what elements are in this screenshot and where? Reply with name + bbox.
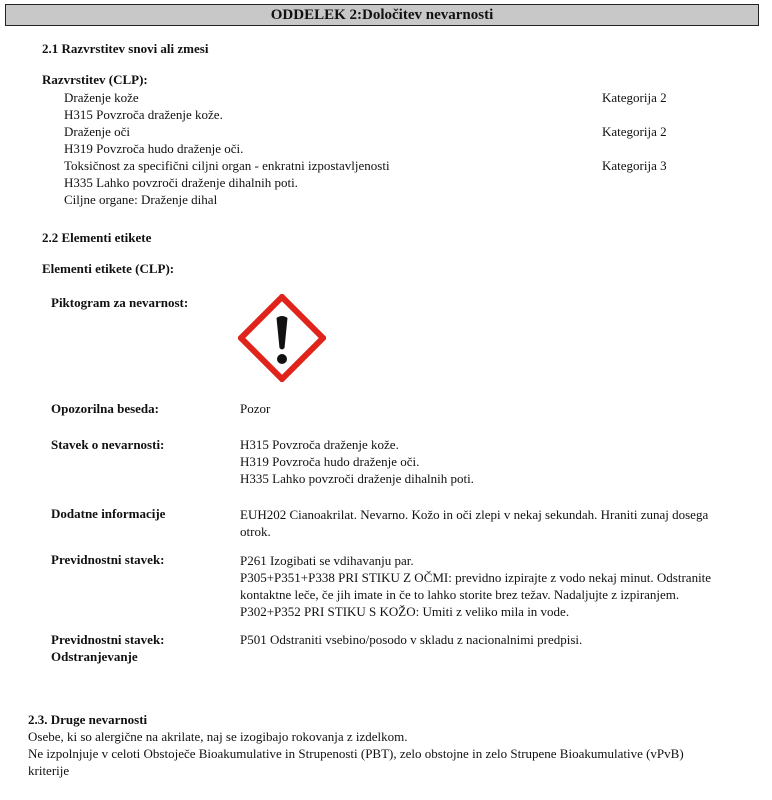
section-2-1-heading: 2.1 Razvrstitev snovi ali zmesi: [42, 41, 209, 56]
exclamation-hazard-icon: [238, 294, 326, 382]
other-hazards-line: Ne izpolnjuje v celoti Obstoječe Bioakumulative in Strupenosti (PBT), zelo obstojne in zelo Strupene Bioakumulative (vPvB): [28, 746, 684, 761]
section-2-3-heading: 2.3. Druge nevarnosti: [28, 712, 148, 727]
additional-info-line: EUH202 Cianoakrilat. Nevarno. Kožo in oči zlepi v nekaj sekundah. Hraniti zunaj dosega: [240, 507, 709, 522]
classification-row: Ciljne organe: Draženje dihal: [64, 192, 218, 207]
hazard-statement-line: H315 Povzroča draženje kože.: [240, 437, 399, 452]
classification-row: H319 Povzroča hudo draženje oči.: [64, 141, 244, 156]
classification-row: H315 Povzroča draženje kože.: [64, 107, 223, 122]
classification-row: Draženje kože: [64, 90, 139, 105]
disposal-label-2: Odstranjevanje: [51, 649, 138, 664]
precautionary-line: P302+P352 PRI STIKU S KOŽO: Umiti z veliko mila in vode.: [240, 604, 570, 619]
signal-word-label: Opozorilna beseda:: [51, 401, 159, 416]
hazard-statement-line: H319 Povzroča hudo draženje oči.: [240, 454, 420, 469]
disposal-label: Previdnostni stavek:: [51, 632, 165, 647]
classification-category: Kategorija 3: [602, 158, 667, 173]
classification-row: Toksičnost za specifični ciljni organ - enkratni izpostavljenosti: [64, 158, 390, 173]
section-2-2-heading: 2.2 Elementi etikete: [42, 230, 152, 245]
hazard-statement-line: H335 Lahko povzroči draženje dihalnih poti.: [240, 471, 474, 486]
pictogram-label: Piktogram za nevarnost:: [51, 295, 189, 310]
section-header: ODDELEK 2:Določitev nevarnosti: [5, 4, 759, 26]
label-elements-heading: Elementi etikete (CLP):: [42, 261, 175, 276]
precautionary-line: P261 Izogibati se vdihavanju par.: [240, 553, 414, 568]
classification-row: Draženje oči: [64, 124, 131, 139]
signal-word-value: Pozor: [240, 401, 271, 416]
clp-classification-heading: Razvrstitev (CLP):: [42, 72, 148, 87]
classification-category: Kategorija 2: [602, 124, 667, 139]
additional-info-line: otrok.: [240, 524, 271, 539]
other-hazards-line: Osebe, ki so alergične na akrilate, naj se izogibajo rokovanja z izdelkom.: [28, 729, 408, 744]
disposal-statement: P501 Odstraniti vsebino/posodo v skladu z nacionalnimi predpisi.: [240, 632, 583, 647]
precautionary-line: kontaktne leče, če jih imate in če to lahko storite brez težav. Nadaljujte z izpiranjem.: [240, 587, 680, 602]
classification-row: H335 Lahko povzroči draženje dihalnih poti.: [64, 175, 298, 190]
precautionary-label: Previdnostni stavek:: [51, 552, 165, 567]
precautionary-line: P305+P351+P338 PRI STIKU Z OČMI: previdno izpirajte z vodo nekaj minut. Odstranite: [240, 570, 712, 585]
hazard-statement-label: Stavek o nevarnosti:: [51, 437, 165, 452]
other-hazards-line: kriterije: [28, 763, 70, 778]
additional-info-label: Dodatne informacije: [51, 506, 166, 521]
classification-category: Kategorija 2: [602, 90, 667, 105]
